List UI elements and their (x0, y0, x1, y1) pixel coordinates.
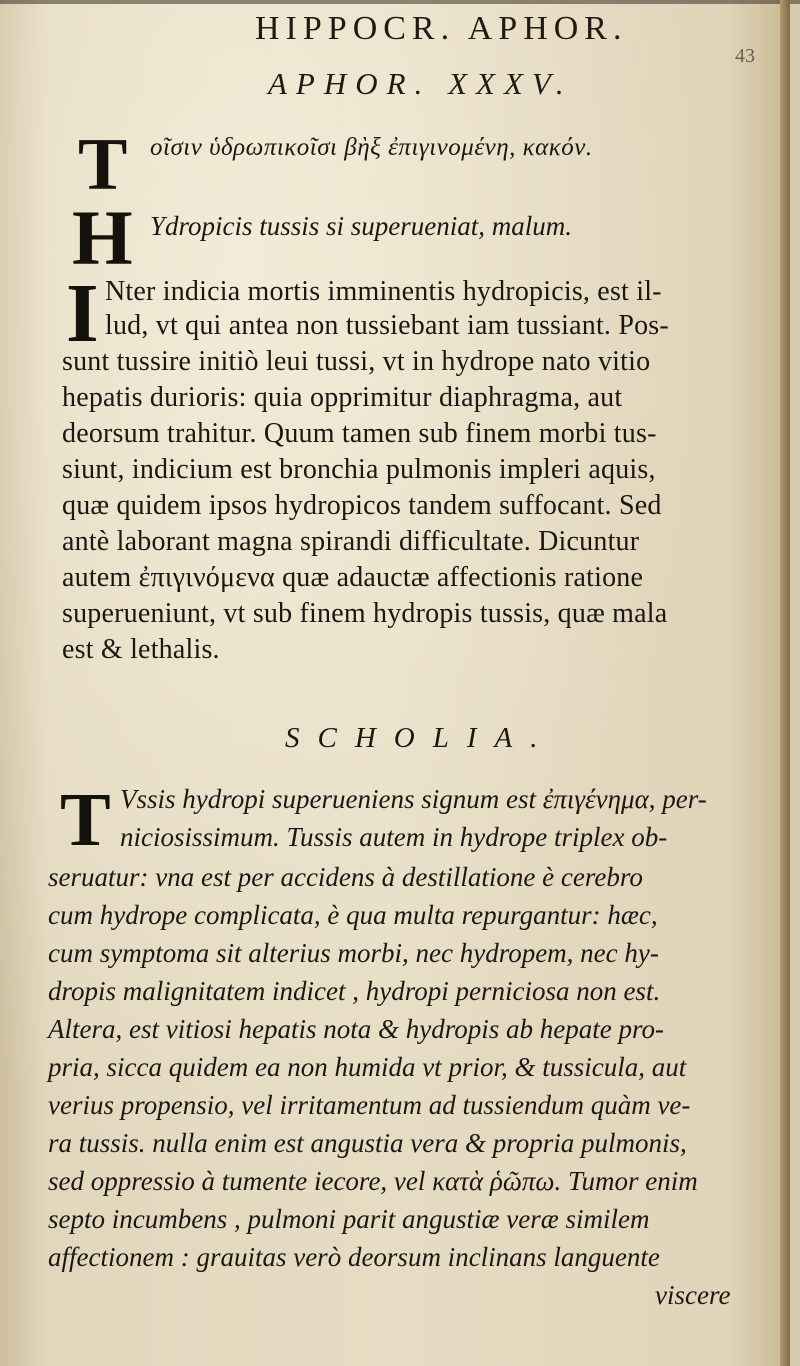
commentary-line: deorsum trahitur. Quum tamen sub finem morbi tus- (62, 418, 657, 449)
scholia-line: seruatur: vna est per accidens à destillatione è cerebro (48, 862, 643, 892)
page-fore-edge (780, 0, 790, 1366)
greek-aphorism-text: οῖσιν ὑδρωπικοῖσι βὴξ ἐπιγινομένη, κακόν. (150, 134, 593, 161)
latin-aphorism-text: Ydropicis tussis si superueniat, malum. (150, 211, 573, 241)
commentary-line: lud, vt qui antea non tussiebant iam tussiant. Pos- (105, 310, 669, 341)
scholia-line: dropis malignitatem indicet , hydropi perniciosa non est. (48, 976, 661, 1006)
scholia-line: niciosissimum. Tussis autem in hydrope triplex ob- (120, 822, 668, 852)
scholia-line: verius propensio, vel irritamentum ad tussiendum quàm ve- (48, 1090, 691, 1120)
commentary-line: siunt, indicium est bronchia pulmonis impleri aquis, (62, 454, 656, 485)
running-head: HIPPOCR. APHOR. (255, 10, 628, 47)
scholia-line: affectionem : grauitas verò deorsum inclinans languente (48, 1242, 660, 1272)
scholia-line: ra tussis. nulla enim est angustia vera & propria pulmonis, (48, 1128, 687, 1158)
scholia-heading: SCHOLIA. (285, 722, 556, 754)
commentary-line: hepatis durioris: quia opprimitur diaphragma, aut (62, 382, 623, 413)
commentary-line: Nter indicia mortis imminentis hydropicis, est il- (105, 276, 662, 307)
scholia-line: septo incumbens , pulmoni parit angustiæ veræ similem (48, 1204, 650, 1234)
folio-mark: 43 (735, 45, 755, 67)
commentary-drop-initial: I (66, 267, 99, 360)
catchword: viscere (655, 1280, 731, 1310)
aphorism-title: APHOR. XXXV. (268, 66, 573, 101)
scholia-line: sed oppressio à tumente iecore, vel κατὰ ῥῶπω. Tumor enim (48, 1166, 698, 1196)
scholia-line: Altera, est vitiosi hepatis nota & hydropis ab hepate pro- (48, 1014, 664, 1044)
scholia-drop-initial: T (60, 778, 111, 862)
latin-drop-initial: H (72, 194, 133, 281)
commentary-line: superueniunt, vt sub finem hydropis tussis, quæ mala (62, 598, 668, 629)
commentary-line: quæ quidem ipsos hydropicos tandem suffocant. Sed (62, 490, 662, 521)
greek-drop-initial: T (78, 124, 128, 206)
commentary-line: autem ἐπιγινόμενα quæ adauctæ affectionis ratione (62, 562, 644, 593)
scholia-line: pria, sicca quidem ea non humida vt prior, & tussicula, aut (48, 1052, 687, 1082)
page-top-edge (0, 0, 800, 4)
scholia-line: cum hydrope complicata, è qua multa repurgantur: hæc, (48, 900, 658, 930)
commentary-line: antè laborant magna spirandi difficultate. Dicuntur (62, 526, 640, 557)
scholia-line: Vssis hydropi superueniens signum est ἐπιγένημα, per- (120, 784, 707, 814)
scholia-line: cum symptoma sit alterius morbi, nec hydropem, nec hy- (48, 938, 659, 968)
commentary-line: sunt tussire initiò leui tussi, vt in hydrope nato vitio (62, 346, 651, 377)
commentary-line: est & lethalis. (62, 634, 220, 665)
